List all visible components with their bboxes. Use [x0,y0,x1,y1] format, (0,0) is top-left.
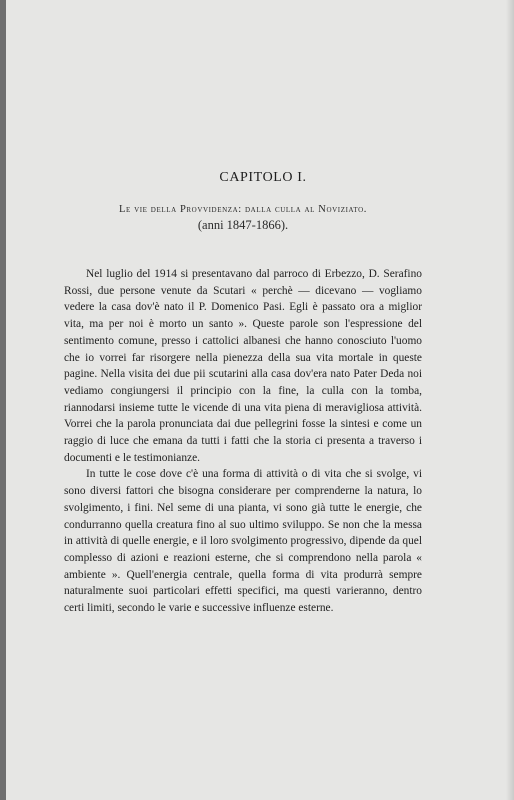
paragraph-2: In tutte le cose dove c'è una forma di attività o di vita che si svolge, vi sono diversi fattori che bisogna considerare per comprenderne la natura, lo svolgimento, i fini. Nel seme di una pianta, vi sono già tutte le energie, che condurranno quella creatura fino al suo ultimo sviluppo. Se non che la messa in attività di quelle energie, e il loro svolgimento progressivo, dipende da quel complesso di azioni e reazioni esterne, che si comprendono nella parola « ambiente ». Quell'energia centrale, quella forma di vita produrrà sempre naturalmente suoi particolari effetti specifici, ma questi varieranno, dentro certi limiti, secondo le varie e successive influenze esterne. [64,468,422,615]
paragraph-1: Nel luglio del 1914 si presentavano dal parroco di Erbezzo, D. Serafino Rossi, due persone venute da Scutari « perchè — dicevano — vogliamo vedere la casa dov'è nato il P. Domenico Pasi. Egli è passato ora a miglior vita, ma per noi è morto un santo ». Queste parole son l'espressione del sentimento comune, presso i cattolici albanesi che hanno conosciuto l'uomo che io vorrei far risorgere nella pienezza della sua vita mortale in queste pagine. Nella visita dei due pii scutarini alla casa dov'era nato Pater Deda noi vediamo congiungersi il principio con la fine, la culla con la tomba, riannodarsi insieme tutte le vicende di una vita piena di meravigliosa attività. Vorrei che la parola pronunciata dai due pellegrini fosse la sintesi e come un raggio di luce che emana da tutti i fatti che la storia ci presenta a traverso i documenti e le testimonianze. [64,268,422,464]
chapter-years: (anni 1847-1866). [197,218,289,232]
chapter-title: CAPITOLO I. [219,170,307,185]
chapter-body [64,266,422,617]
chapter-subtitle: Le vie della Provvidenza: dalla culla al Noviziato. [118,204,368,215]
